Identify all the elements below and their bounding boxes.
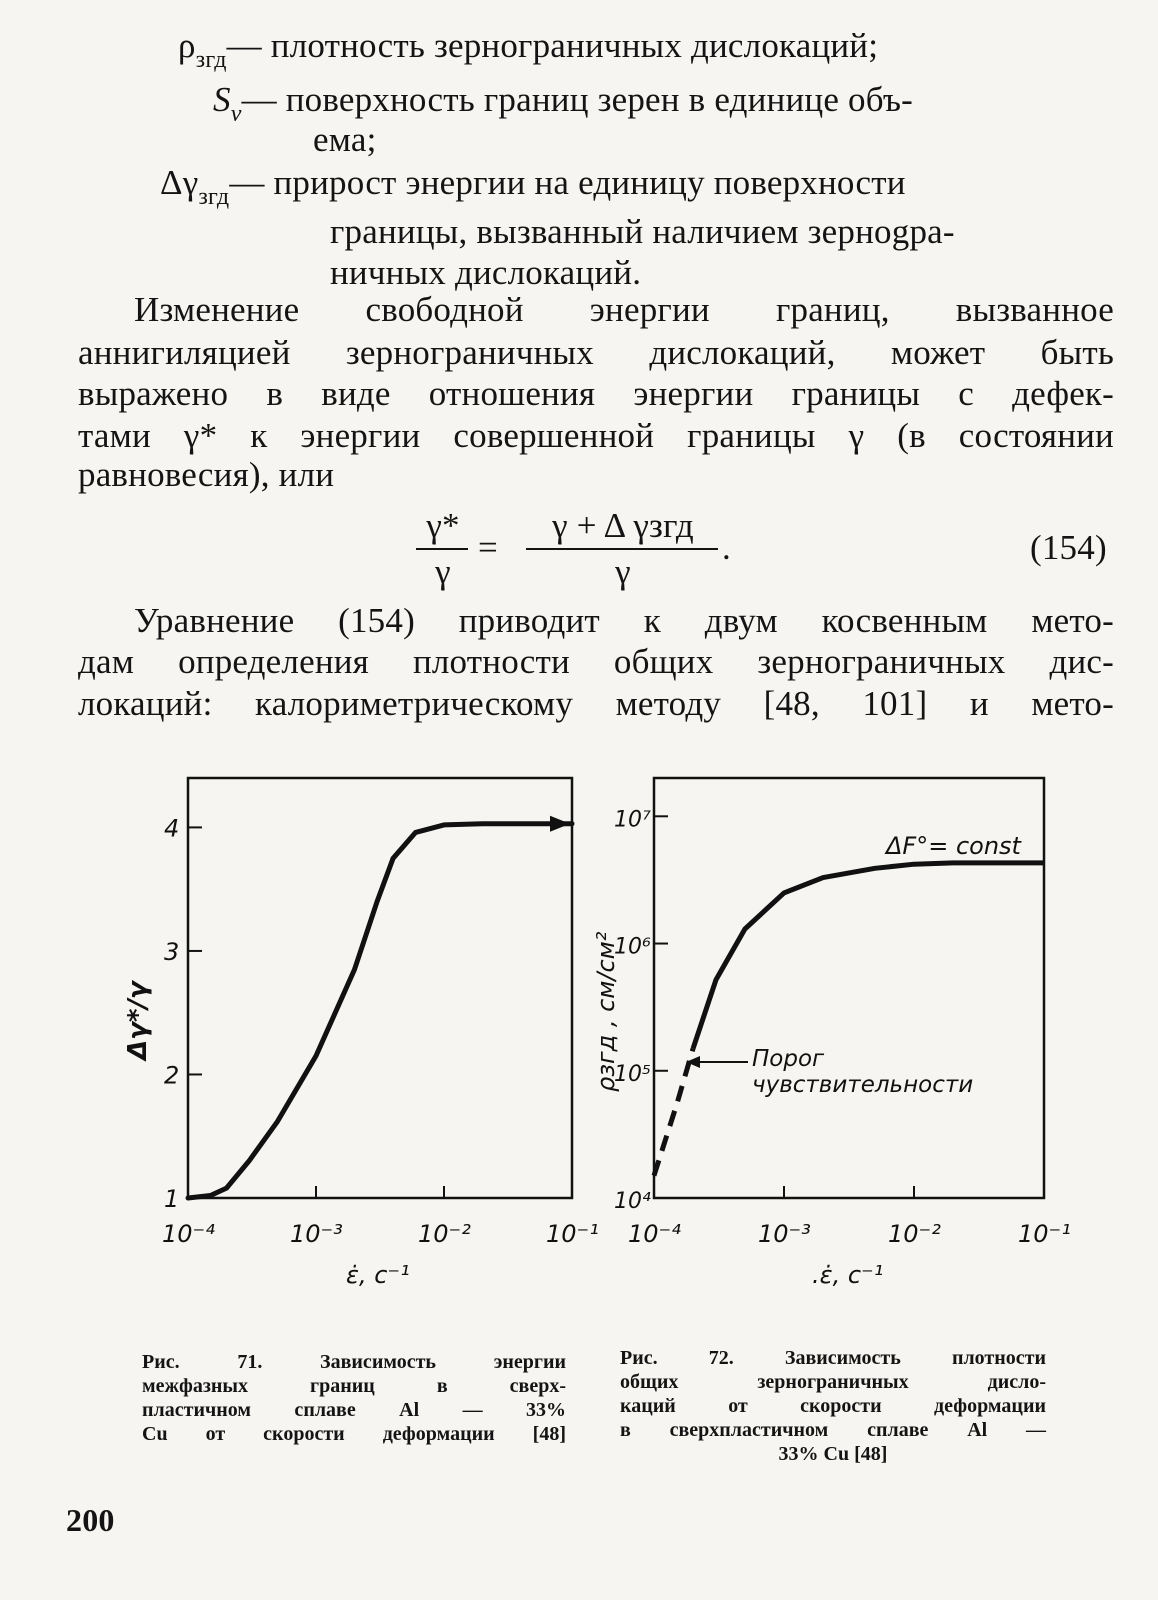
fig72-ytick-label: 10⁶ <box>614 934 651 960</box>
fig72-ytick-label: 10⁴ <box>614 1189 651 1214</box>
caption-line: общих зернограничных дисло- <box>620 1371 1046 1393</box>
eq-dot: . <box>722 528 731 567</box>
fig71-xtick-label: 10⁻⁴ <box>162 1220 215 1248</box>
paragraph1-line5: равновесия), или <box>78 455 335 494</box>
eq-lhs-den: γ <box>435 552 451 591</box>
eq-rhs-den: γ <box>615 552 631 591</box>
caption-line: межфазных границ в сверх- <box>142 1375 566 1397</box>
fig72-series-dashed <box>654 1048 693 1175</box>
fig71-ytick-label: 4 <box>164 814 180 843</box>
fig72-xtick-label: 10⁻¹ <box>1018 1220 1071 1248</box>
fig72-ytick-label: 10⁷ <box>614 807 651 833</box>
dash: — <box>229 163 265 202</box>
fig71-xtick-label: 10⁻² <box>418 1220 471 1248</box>
fig72-xlabel: .ε̇, c⁻¹ <box>812 1261 884 1289</box>
fig71-ytick-label: 2 <box>164 1061 180 1090</box>
caption-line: Cu от скорости деформации [48] <box>142 1423 566 1445</box>
fig72-plot <box>614 807 1071 1248</box>
dash: — <box>226 26 262 65</box>
definition-sv-continuation: ема; <box>313 120 377 159</box>
fig71-xlabel: ε̇, c⁻¹ <box>346 1261 410 1289</box>
fig71-xtick-label: 10⁻¹ <box>546 1220 599 1248</box>
fig72-ylabel: ρзгд , см/см² <box>592 931 620 1092</box>
paragraph1-line2: аннигиляцией зернограничных дислокаций, может быть <box>78 333 1114 372</box>
eq-number: (154) <box>1030 528 1107 567</box>
fig72-xtick-label: 10⁻⁴ <box>628 1220 681 1248</box>
fig72-annotation-const: ΔF°= const <box>886 832 1021 860</box>
eq-lhs-num: γ* <box>426 506 460 545</box>
fig72-xtick-label: 10⁻³ <box>758 1220 811 1248</box>
caption-line: Рис. 72. Зависимость плотности <box>620 1347 1046 1369</box>
symbol: Δγ <box>160 163 199 202</box>
definition-text: прирост энергии на единицу поверхности <box>273 163 906 202</box>
definition-dgamma-continuation: границы, вызванный наличием зернogра- <box>330 212 955 251</box>
fig71-arrowhead <box>550 816 570 832</box>
definition-text: поверхность границ зерен в единице объ- <box>285 80 914 119</box>
paragraph1-line4: тами γ* к энергии совершенной границы γ (в состоянии <box>78 416 1114 455</box>
fig71-xtick-label: 10⁻³ <box>290 1220 343 1248</box>
fig72-annotation-threshold2: чувствительности <box>752 1072 974 1098</box>
symbol: ρ <box>178 26 196 65</box>
definition-dgamma-continuation2: ничных дислокаций. <box>330 253 642 292</box>
fig72-caption <box>620 1346 1046 1466</box>
definition-text: плотность зернограничных дислокаций; <box>270 26 879 65</box>
page-number: 200 <box>66 1502 115 1538</box>
subscript: згд <box>195 47 227 73</box>
paragraph1-line3: выражено в виде отношения энергии границы с дефек- <box>78 374 1114 413</box>
caption-line: в сверхпластичном сплаве Al — <box>620 1419 1046 1441</box>
fig71-frame <box>188 778 572 1198</box>
fig71-ylabel: Δγ*/γ <box>123 981 153 1060</box>
subscript: згд <box>198 184 230 210</box>
paragraph2-line1: Уравнение (154) приводит к двум косвенным мето- <box>134 601 1114 640</box>
caption-line: пластичном сплаве Al — 33% <box>142 1399 566 1421</box>
eq-rhs-num: γ + Δ γзгд <box>552 506 694 545</box>
caption-line: Рис. 71. Зависимость энергии <box>142 1351 566 1373</box>
paragraph2-line2: дам определения плотности общих зернограничных дис- <box>78 642 1114 681</box>
eq-equals: = <box>478 528 498 567</box>
paragraph2-line3: локаций: калориметрическому методу [48, 101] и мето- <box>78 684 1114 723</box>
subscript: v <box>230 101 242 127</box>
caption-line: каций от скорости деформации <box>620 1395 1046 1417</box>
fig71-plot <box>162 814 599 1248</box>
paragraph1-line1: Изменение свободной энергии границ, вызванное <box>134 290 1114 329</box>
symbol: S <box>213 80 231 119</box>
fig72-xtick-label: 10⁻² <box>888 1220 941 1248</box>
fig71-series-line <box>188 824 572 1198</box>
caption-line: 33% Cu [48] <box>778 1443 888 1465</box>
fig72-series-solid <box>693 863 1044 1049</box>
fig71-caption <box>142 1350 566 1446</box>
fig71-ytick-label: 3 <box>164 937 180 966</box>
fig72-annotation-threshold1: Порог <box>752 1046 825 1072</box>
fig72-ytick-label: 10⁵ <box>614 1061 651 1087</box>
dash: — <box>241 80 277 119</box>
fig71-ytick-label: 1 <box>164 1185 180 1213</box>
